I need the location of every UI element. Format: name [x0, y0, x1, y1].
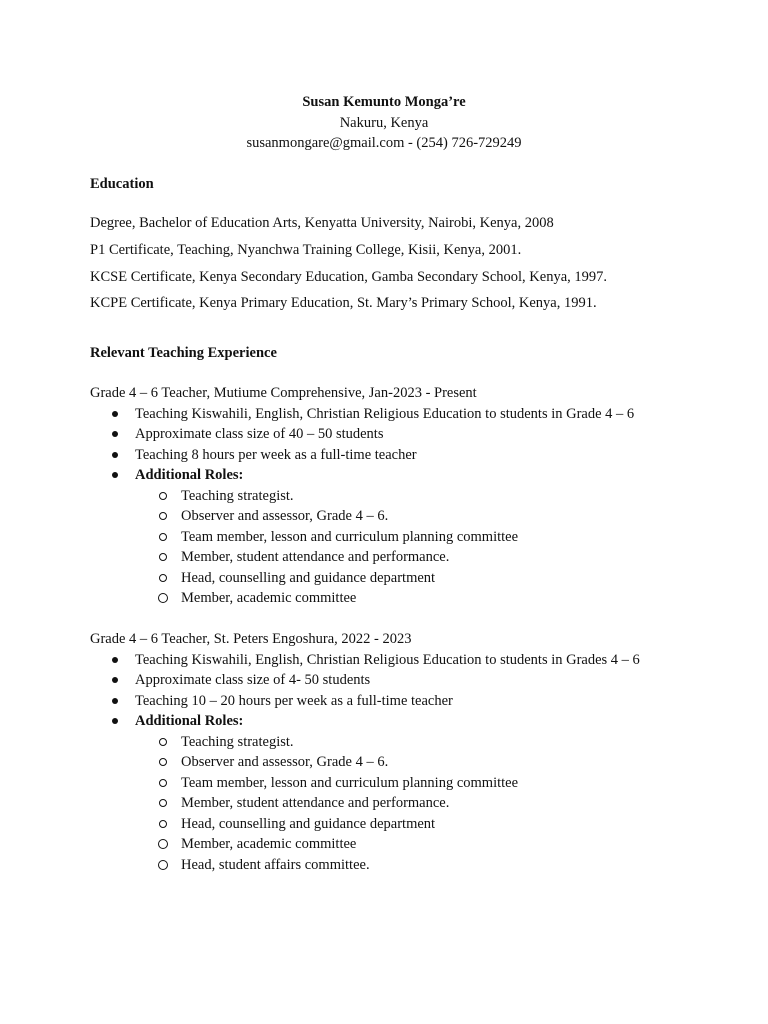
- additional-roles-list: [90, 486, 730, 609]
- list-item: Teaching strategist.: [90, 732, 730, 753]
- additional-roles-list: [90, 732, 730, 876]
- list-item: Head, counselling and guidance department: [90, 814, 730, 835]
- list-item: Teaching 8 hours per week as a full-time teacher: [90, 445, 730, 466]
- list-item: Member, academic committee: [90, 588, 730, 609]
- additional-roles-label: Additional Roles:: [135, 467, 244, 483]
- education-item-kcse: KCSE Certificate, Kenya Secondary Education, Gamba Secondary School, Kenya, 1997.: [90, 268, 608, 285]
- bullet-dot-icon: [112, 657, 118, 663]
- additional-roles-label: Additional Roles:: [135, 713, 244, 729]
- candidate-location: Nakuru, Kenya: [339, 114, 429, 131]
- hollow-bullet-icon: [159, 492, 167, 500]
- bullet-dot-icon: [112, 698, 118, 704]
- hollow-bullet-icon: [159, 738, 167, 746]
- list-item: Teaching Kiswahili, English, Christian Religious Education to students in Grade 4 – 6: [90, 404, 730, 425]
- list-item: Member, student attendance and performance.: [90, 547, 730, 568]
- bullet-dot-icon: [112, 718, 118, 724]
- list-item: Approximate class size of 4- 50 students: [90, 670, 730, 691]
- list-item: [90, 465, 730, 486]
- candidate-contact: susanmongare@gmail.com - (254) 726-729249: [246, 135, 522, 151]
- education-list: [90, 213, 730, 320]
- job-entry-st-peters: [90, 629, 730, 875]
- list-item: Teaching strategist.: [90, 486, 730, 507]
- list-item: Observer and assessor, Grade 4 – 6.: [90, 506, 730, 527]
- hollow-bullet-icon: [159, 512, 167, 520]
- list-item: Team member, lesson and curriculum planning committee: [90, 527, 730, 548]
- education-item-degree: Degree, Bachelor of Education Arts, Kenyatta University, Nairobi, Kenya, 2008: [90, 215, 554, 231]
- bullet-dot-icon: [112, 411, 118, 417]
- bullet-dot-icon: [112, 677, 118, 683]
- hollow-bullet-icon: [158, 593, 168, 603]
- list-item: [90, 711, 730, 732]
- resume-header: [0, 92, 768, 154]
- hollow-bullet-icon: [158, 839, 168, 849]
- hollow-bullet-icon: [159, 779, 167, 787]
- list-item: Head, counselling and guidance department: [90, 568, 730, 589]
- bullet-dot-icon: [112, 452, 118, 458]
- bullet-dot-icon: [112, 431, 118, 437]
- list-item: Teaching 10 – 20 hours per week as a full-time teacher: [90, 691, 730, 712]
- education-item-kcpe: KCPE Certificate, Kenya Primary Education, St. Mary’s Primary School, Kenya, 1991.: [90, 295, 597, 312]
- education-heading: Education: [90, 176, 154, 192]
- list-item: Observer and assessor, Grade 4 – 6.: [90, 752, 730, 773]
- experience-heading: Relevant Teaching Experience: [90, 345, 277, 361]
- job-bullets: [90, 404, 730, 486]
- candidate-name: Susan Kemunto Monga’re: [302, 94, 466, 110]
- hollow-bullet-icon: [159, 533, 167, 541]
- hollow-bullet-icon: [159, 758, 167, 766]
- list-item: Head, student affairs committee.: [90, 855, 730, 876]
- job-bullets: [90, 650, 730, 732]
- list-item: Member, academic committee: [90, 834, 730, 855]
- hollow-bullet-icon: [159, 799, 167, 807]
- list-item: Approximate class size of 40 – 50 students: [90, 424, 730, 445]
- bullet-dot-icon: [112, 472, 118, 478]
- job-title: Grade 4 – 6 Teacher, St. Peters Engoshura, 2022 - 2023: [90, 631, 412, 647]
- job-entry-mutiume: [90, 383, 730, 609]
- hollow-bullet-icon: [159, 553, 167, 561]
- list-item: Team member, lesson and curriculum planning committee: [90, 773, 730, 794]
- list-item: Member, student attendance and performance.: [90, 793, 730, 814]
- hollow-bullet-icon: [159, 574, 167, 582]
- job-title: Grade 4 – 6 Teacher, Mutiume Comprehensive, Jan-2023 - Present: [90, 385, 477, 401]
- hollow-bullet-icon: [158, 860, 168, 870]
- list-item: Teaching Kiswahili, English, Christian Religious Education to students in Grades 4 – 6: [90, 650, 730, 671]
- education-item-p1: P1 Certificate, Teaching, Nyanchwa Training College, Kisii, Kenya, 2001.: [90, 241, 522, 258]
- hollow-bullet-icon: [159, 820, 167, 828]
